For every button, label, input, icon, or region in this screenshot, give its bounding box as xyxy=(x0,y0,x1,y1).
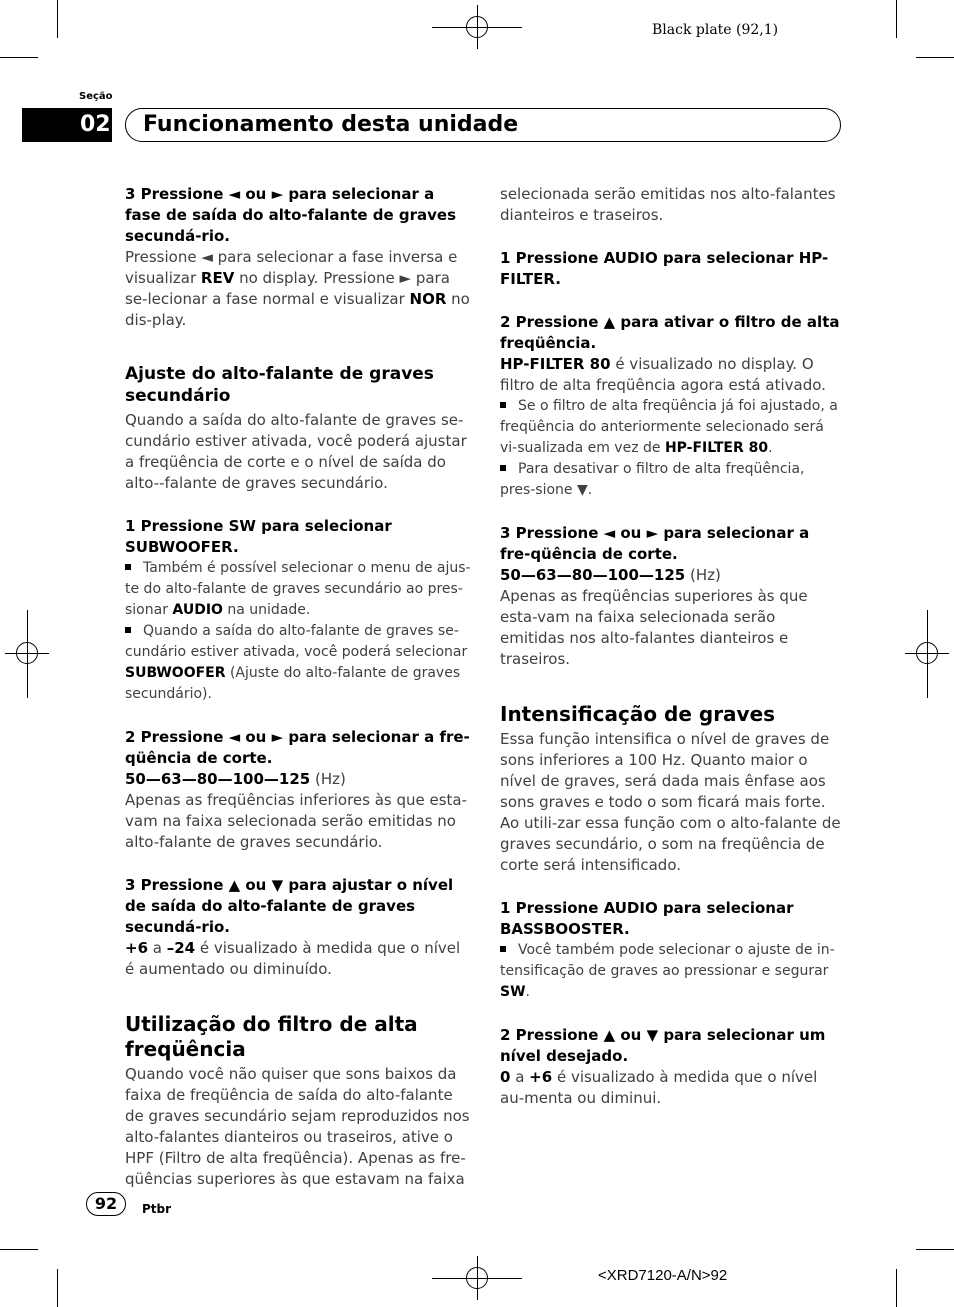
subwoofer-key: SUBWOOFER xyxy=(125,665,226,681)
text: é visualizado no display. O filtro de alta freqüência agora está ativado. xyxy=(500,355,826,394)
text: . xyxy=(768,440,773,456)
hpf-step-3-heading: 3 Pressione ◄ ou ► para selecionar a fre-qüência de corte. xyxy=(500,524,810,563)
text: Também é possível selecionar o menu de ajus-te do alto-falante de graves secundário ao pres-sionar xyxy=(125,560,471,618)
subwoofer-subheading: Ajuste do alto-falante de graves secundário xyxy=(125,364,434,406)
hpf-step-2-heading: 2 Pressione ▲ para ativar o filtro de alta freqüência. xyxy=(500,313,840,352)
hpf-step-2-note-2 xyxy=(500,459,842,501)
bb-step-2-heading: 2 Pressione ▲ ou ▼ para selecionar um nível desejado. xyxy=(500,1026,826,1065)
bullet-icon xyxy=(500,946,506,952)
sw-step-2-freq xyxy=(125,769,471,790)
page-title: Funcionamento desta unidade xyxy=(143,112,519,137)
hpf-intro-continued: selecionada serão emitidas nos alto-falantes dianteiros e traseiros. xyxy=(500,185,836,224)
hpf-heading: Utilização do filtro de alta freqüência xyxy=(125,1012,418,1061)
hpf-step-1-heading: 1 Pressione AUDIO para selecionar HP-FILTER. xyxy=(500,249,829,288)
hp-filter-value: HP-FILTER 80 xyxy=(500,355,611,373)
bullet-icon xyxy=(500,402,506,408)
value: +6 xyxy=(529,1068,553,1086)
value: 0 xyxy=(500,1068,511,1086)
freq-values: 50—63—80—100—125 xyxy=(500,566,686,584)
plate-label: Black plate (92,1) xyxy=(652,22,779,38)
text: Quando a saída do alto-falante de graves se-cundário estiver ativada, você poderá selecionar xyxy=(125,623,468,660)
bb-step-2-body xyxy=(500,1067,842,1109)
text: Se o filtro de alta freqüência já foi ajustado, a freqüência do anteriormente selecionado será vi-sualizada em vez de xyxy=(500,398,838,456)
language-label: Ptbr xyxy=(142,1202,172,1216)
step-3-body xyxy=(125,247,471,331)
footer-code: <XRD7120-A/N>92 xyxy=(598,1267,728,1284)
nor-value: NOR xyxy=(409,290,447,308)
step-3-heading: 3 Pressione ◄ ou ► para selecionar a fase de saída do alto-falante de graves secundá-rio. xyxy=(125,185,457,245)
section-label: Seção xyxy=(79,91,113,102)
text: é visualizado à medida que o nível au-menta ou diminui. xyxy=(500,1068,818,1107)
left-column xyxy=(125,184,471,1190)
sw-step-2-body: Apenas as freqüências inferiores às que esta-vam na faixa selecionada serão emitidas no alto-falante de graves secundário. xyxy=(125,791,468,851)
text: a xyxy=(148,939,167,957)
sw-step-2-heading: 2 Pressione ◄ ou ► para selecionar a fre-qüência de corte. xyxy=(125,728,470,767)
unit: (Hz) xyxy=(685,566,721,584)
hp-filter-value: HP-FILTER 80 xyxy=(664,440,769,456)
hpf-step-2-body xyxy=(500,354,842,396)
text: Para desativar o filtro de alta freqüência, pres-sione ▼. xyxy=(500,461,805,498)
text: na unidade. xyxy=(222,602,311,618)
freq-values: 50—63—80—100—125 xyxy=(125,770,311,788)
sw-key: SW xyxy=(500,984,526,1000)
text: . xyxy=(525,984,530,1000)
text: é visualizado à medida que o nível é aumentado ou diminuído. xyxy=(125,939,461,978)
bb-step-1-note xyxy=(500,940,842,1003)
unit: (Hz) xyxy=(310,770,346,788)
hpf-step-2-note-1 xyxy=(500,396,842,459)
bullet-icon xyxy=(125,564,131,570)
section-number: 02 xyxy=(22,108,112,142)
text: Você também pode selecionar o ajuste de in-tensificação de graves ao pressionar e segurar xyxy=(500,942,835,979)
bass-boost-heading: Intensificação de graves xyxy=(500,702,776,726)
bullet-icon xyxy=(500,465,506,471)
sw-step-1-note-1 xyxy=(125,558,471,621)
subwoofer-intro: Quando a saída do alto-falante de graves se-cundário estiver ativada, você poderá ajustar a freqüência de corte e o nível de saída do alto--falante de graves secundário. xyxy=(125,411,467,492)
rev-value: REV xyxy=(200,269,235,287)
bb-step-1-heading: 1 Pressione AUDIO para selecionar BASSBOOSTER. xyxy=(500,899,794,938)
text: Pressione ◄ para selecionar a fase inversa e visualizar xyxy=(125,248,458,287)
bullet-icon xyxy=(125,627,131,633)
sw-step-1-note-2 xyxy=(125,621,471,705)
text: (Ajuste do alto-falante de graves secundário). xyxy=(125,665,461,702)
page-number: 92 xyxy=(86,1192,126,1216)
text: no display. Pressione ► para se-lecionar a fase normal e visualizar xyxy=(125,269,450,308)
sw-step-3-body xyxy=(125,938,471,980)
hpf-intro: Quando você não quiser que sons baixos da faixa de freqüência de saída do alto-falante de graves secundário sejam reproduzidos nos alto-falantes dianteiros ou traseiros, ative o HPF (Filtro de alta freqüência). Apenas as fre-qüências superiores às que estavam na faixa xyxy=(125,1065,470,1188)
bass-boost-intro: Essa função intensifica o nível de graves de sons inferiores a 100 Hz. Quanto maior o nível de graves, será dada mais ênfase aos sons graves e todo o som ficará mais forte. Ao utili-zar essa função com o alto-falante de graves secundário, o som na freqüência de corte será intensificado. xyxy=(500,730,841,874)
sw-step-1-heading: 1 Pressione SW para selecionar SUBWOOFER. xyxy=(125,517,392,556)
value: +6 xyxy=(125,939,149,957)
value: –24 xyxy=(166,939,196,957)
right-column xyxy=(500,184,842,1109)
hpf-step-3-body: Apenas as freqüências superiores às que esta-vam na faixa selecionada serão emitidas nos alto-falantes dianteiros e traseiros. xyxy=(500,587,808,668)
hpf-step-3-freq xyxy=(500,565,842,586)
sw-step-3-heading: 3 Pressione ▲ ou ▼ para ajustar o nível de saída do alto-falante de graves secundá-rio. xyxy=(125,876,454,936)
text: no dis-play. xyxy=(125,290,470,329)
audio-key: AUDIO xyxy=(172,602,223,618)
text: a xyxy=(510,1068,530,1086)
